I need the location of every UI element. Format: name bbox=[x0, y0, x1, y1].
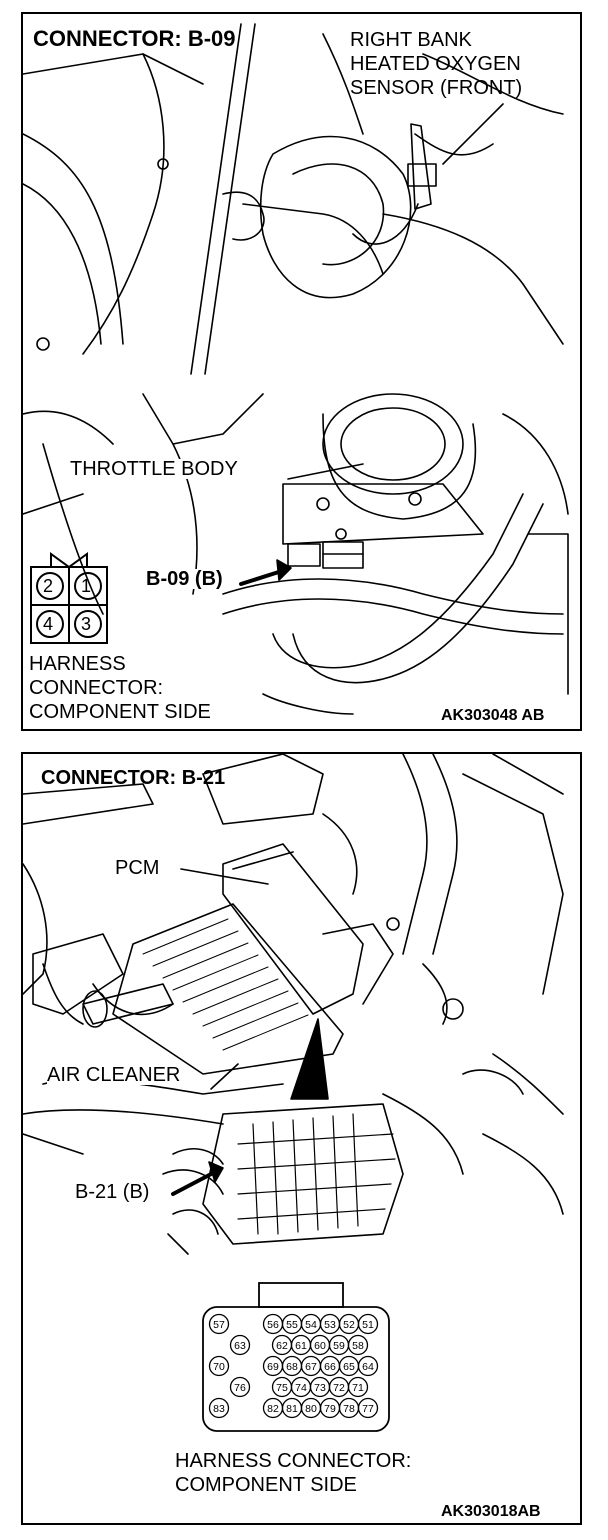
pin-label: 72 bbox=[333, 1382, 345, 1394]
panel-title: CONNECTOR: B-09 bbox=[33, 26, 236, 51]
side-label-line2: COMPONENT SIDE bbox=[175, 1474, 357, 1496]
oxygen-sensor-label-line2: HEATED OXYGEN bbox=[350, 53, 521, 75]
pin-label: 61 bbox=[295, 1340, 307, 1352]
panel-title: CONNECTOR: B-21 bbox=[41, 767, 226, 789]
pin-label: 4 bbox=[43, 614, 54, 634]
pin-label: 82 bbox=[267, 1403, 279, 1415]
throttle-body-label: THROTTLE BODY bbox=[70, 458, 238, 480]
connector-callout: B-09 (B) bbox=[146, 568, 223, 590]
side-label-line1: HARNESS CONNECTOR: bbox=[175, 1450, 412, 1472]
pin-label: 68 bbox=[286, 1361, 298, 1373]
side-label-line3: COMPONENT SIDE bbox=[29, 701, 211, 723]
pin-label: 2 bbox=[43, 576, 54, 596]
pin-label: 65 bbox=[343, 1361, 355, 1373]
pin-label: 79 bbox=[324, 1403, 336, 1415]
pin-label: 71 bbox=[352, 1382, 364, 1394]
pin-label: 83 bbox=[213, 1403, 225, 1415]
pin-label: 75 bbox=[276, 1382, 288, 1394]
pin-label: 54 bbox=[305, 1319, 317, 1331]
pcm-label: PCM bbox=[115, 857, 160, 879]
pin-label: 64 bbox=[362, 1361, 374, 1373]
connector-b09-panel bbox=[21, 12, 582, 731]
pcm-harness-connector-face bbox=[23, 754, 582, 1525]
connector-callout: B-21 (B) bbox=[75, 1181, 150, 1203]
connector-b21-panel bbox=[21, 752, 582, 1525]
pin-label: 53 bbox=[324, 1319, 336, 1331]
pin-label: 66 bbox=[324, 1361, 336, 1373]
pin-label: 52 bbox=[343, 1319, 355, 1331]
pin-label: 57 bbox=[213, 1319, 225, 1331]
pin-label: 59 bbox=[333, 1340, 345, 1352]
air-cleaner-label: AIR CLEANER bbox=[47, 1064, 181, 1086]
side-label-line1: HARNESS bbox=[29, 653, 126, 675]
oxygen-sensor-label-line3: SENSOR (FRONT) bbox=[350, 77, 523, 99]
pin-label: 70 bbox=[213, 1361, 225, 1373]
side-label-line2: CONNECTOR: bbox=[29, 677, 164, 699]
pin-label: 76 bbox=[234, 1382, 246, 1394]
pin-label: 58 bbox=[352, 1340, 364, 1352]
pin-label: 56 bbox=[267, 1319, 279, 1331]
pin-label: 55 bbox=[286, 1319, 298, 1331]
pin-label: 69 bbox=[267, 1361, 279, 1373]
pin-label: 73 bbox=[314, 1382, 326, 1394]
figure-id: AK303018AB bbox=[441, 1503, 541, 1520]
oxygen-sensor-label-line1: RIGHT BANK bbox=[350, 29, 472, 51]
harness-connector-face bbox=[23, 14, 582, 731]
pin-label: 62 bbox=[276, 1340, 288, 1352]
pin-label: 67 bbox=[305, 1361, 317, 1373]
figure-id: AK303048 AB bbox=[441, 707, 545, 724]
pin-label: 80 bbox=[305, 1403, 317, 1415]
pin-label: 81 bbox=[286, 1403, 298, 1415]
pin-label: 77 bbox=[362, 1403, 374, 1415]
pin-label: 51 bbox=[362, 1319, 374, 1331]
pin-label: 60 bbox=[314, 1340, 326, 1352]
pin-label: 63 bbox=[234, 1340, 246, 1352]
pin-label: 78 bbox=[343, 1403, 355, 1415]
pin-label: 74 bbox=[295, 1382, 307, 1394]
pin-label: 1 bbox=[81, 576, 92, 596]
pin-label: 3 bbox=[81, 614, 92, 634]
